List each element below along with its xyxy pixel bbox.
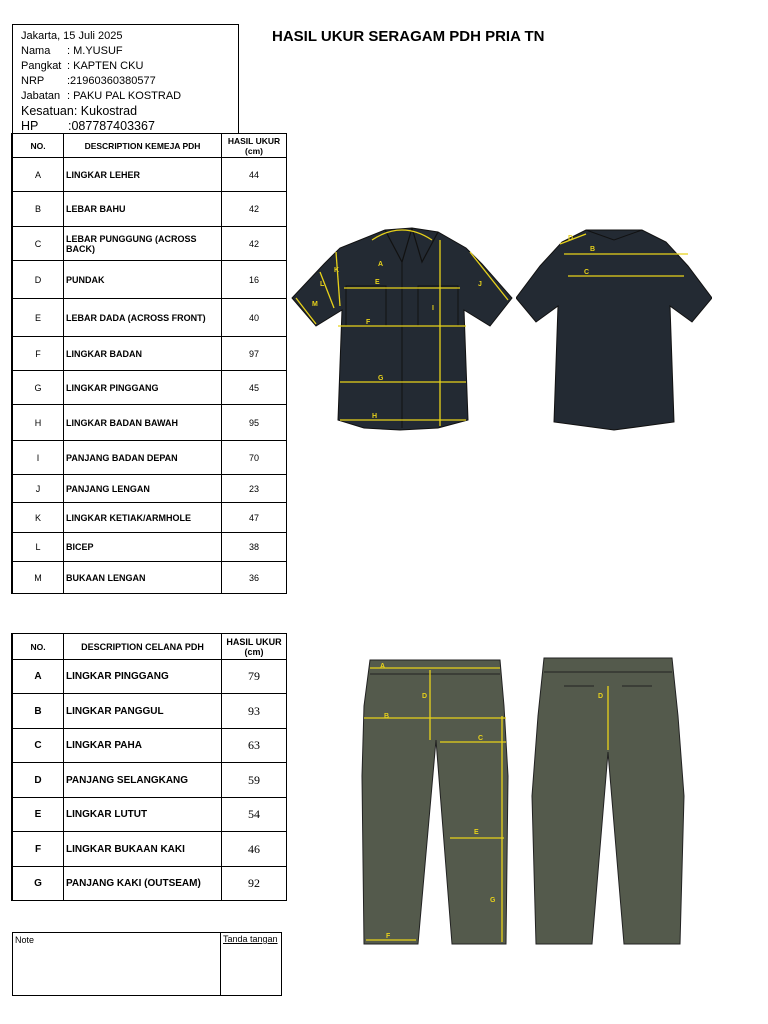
kesatuan-value: : Kukostrad (73, 104, 138, 118)
row-value: 59 (222, 763, 287, 798)
row-no: B (12, 694, 64, 729)
col-desc-header: DESCRIPTION KEMEJA PDH (64, 134, 222, 158)
row-no: J (12, 475, 64, 503)
shirt-back-illustration (516, 226, 712, 434)
col-val-header-line1: HASIL UKUR (226, 636, 282, 647)
nama-label: Nama (21, 45, 51, 57)
row-desc: LINGKAR PAHA (64, 729, 222, 763)
row-desc: LINGKAR PINGGANG (64, 660, 222, 694)
row-value: 54 (222, 798, 287, 832)
row-value: 95 (222, 405, 287, 441)
hp-label: HP (21, 119, 39, 133)
table-row (12, 533, 287, 562)
row-no: K (12, 503, 64, 533)
table-row (12, 475, 287, 503)
table-row (12, 441, 287, 475)
row-desc: LEBAR BAHU (64, 192, 222, 227)
row-no: C (12, 227, 64, 261)
col-no-header: NO. (12, 634, 64, 660)
table-row (12, 299, 287, 337)
col-desc-header: DESCRIPTION CELANA PDH (64, 634, 222, 660)
row-desc: PANJANG SELANGKANG (64, 763, 222, 798)
row-no: A (12, 660, 64, 694)
pangkat-value: : KAPTEN CKU (67, 60, 144, 72)
col-val-header-line2: (cm) (245, 145, 263, 156)
table-header-row (12, 134, 287, 158)
measure-label-k: K (334, 267, 340, 274)
pants-measurement-table (11, 633, 287, 901)
row-no: D (12, 763, 64, 798)
measure-label-j: J (478, 281, 482, 288)
row-desc: BICEP (64, 533, 222, 562)
row-no: G (12, 371, 64, 405)
measure-label-l: L (320, 281, 325, 288)
col-val-header (222, 134, 287, 158)
table-row (12, 337, 287, 371)
measure-label-f: F (386, 933, 391, 940)
table-row (12, 867, 287, 901)
measure-label-a: A (380, 663, 386, 670)
note-box (12, 932, 282, 996)
table-row (12, 371, 287, 405)
row-value: 45 (222, 371, 287, 405)
kesatuan-row (21, 104, 238, 119)
row-no: C (12, 729, 64, 763)
jabatan-value: : PAKU PAL KOSTRAD (67, 90, 182, 102)
nrp-label: NRP (21, 75, 45, 87)
page-title: HASIL UKUR SERAGAM PDH PRIA TN (272, 28, 545, 45)
row-no: I (12, 441, 64, 475)
table-row (12, 798, 287, 832)
nrp-row (21, 74, 238, 89)
nrp-value: :21960360380577 (67, 75, 156, 87)
row-desc: LINGKAR BADAN BAWAH (64, 405, 222, 441)
table-header-row (12, 634, 287, 660)
jabatan-row (21, 89, 238, 104)
shirt-front-illustration (290, 222, 516, 434)
row-value: 38 (222, 533, 287, 562)
pangkat-label: Pangkat (21, 60, 62, 72)
pants-back-measure-labels (598, 693, 603, 700)
row-value: 16 (222, 261, 287, 299)
signature-label: Tanda tangan (223, 934, 278, 944)
row-desc: PANJANG LENGAN (64, 475, 222, 503)
row-desc: LINGKAR LEHER (64, 158, 222, 192)
row-no: F (12, 832, 64, 867)
row-desc: PUNDAK (64, 261, 222, 299)
table-row (12, 158, 287, 192)
row-no: B (12, 192, 64, 227)
row-no: D (12, 261, 64, 299)
hp-value: :087787403367 (68, 119, 155, 133)
table-row (12, 192, 287, 227)
row-no: L (12, 533, 64, 562)
table-row (12, 729, 287, 763)
row-desc: LINGKAR BUKAAN KAKI (64, 832, 222, 867)
measure-label-b: B (384, 713, 390, 720)
row-desc: LINGKAR BADAN (64, 337, 222, 371)
col-val-header-line2: (cm) (244, 646, 264, 657)
row-no: M (12, 562, 64, 594)
shirt-back-body (516, 230, 712, 430)
measure-label-i: I (432, 305, 434, 312)
row-value: 44 (222, 158, 287, 192)
measure-label-e: E (375, 279, 380, 286)
row-value: 92 (222, 867, 287, 901)
row-value: 70 (222, 441, 287, 475)
row-desc: BUKAAN LENGAN (64, 562, 222, 594)
row-desc: LEBAR DADA (ACROSS FRONT) (64, 299, 222, 337)
col-val-header (222, 634, 287, 660)
row-desc: PANJANG KAKI (OUTSEAM) (64, 867, 222, 901)
row-value: 42 (222, 192, 287, 227)
pants-front-illustration (358, 656, 514, 948)
row-value: 23 (222, 475, 287, 503)
pants-front-body (362, 660, 508, 944)
shirt-measurement-table (11, 133, 287, 594)
measure-label-c: C (478, 735, 484, 742)
row-value: 79 (222, 660, 287, 694)
measure-label-m: M (312, 301, 318, 308)
note-label: Note (15, 935, 35, 945)
table-row (12, 503, 287, 533)
measure-label-b: B (590, 246, 596, 253)
row-no: G (12, 867, 64, 901)
row-value: 93 (222, 694, 287, 729)
nama-row (21, 44, 238, 59)
measure-label-d: D (568, 235, 574, 242)
measure-label-d: D (422, 693, 428, 700)
col-no-header: NO. (12, 134, 64, 158)
measure-label-a: A (378, 261, 384, 268)
measure-label-d: D (598, 693, 604, 700)
row-desc: LINGKAR PINGGANG (64, 371, 222, 405)
measure-label-h: H (372, 413, 378, 420)
pants-back-illustration (528, 656, 688, 948)
table-row (12, 405, 287, 441)
table-row (12, 660, 287, 694)
personal-info-box (12, 24, 239, 134)
note-divider (220, 933, 221, 995)
row-value: 47 (222, 503, 287, 533)
row-no: E (12, 798, 64, 832)
place-date: Jakarta, 15 Juli 2025 (21, 30, 123, 42)
hp-row (21, 119, 238, 134)
table-row (12, 261, 287, 299)
row-no: A (12, 158, 64, 192)
row-value: 42 (222, 227, 287, 261)
row-value: 63 (222, 729, 287, 763)
table-row (12, 694, 287, 729)
kesatuan-label: Kesatuan (21, 104, 74, 118)
measure-label-c: C (584, 269, 590, 276)
row-desc: PANJANG BADAN DEPAN (64, 441, 222, 475)
row-desc: LINGKAR KETIAK/ARMHOLE (64, 503, 222, 533)
row-no: F (12, 337, 64, 371)
nama-value: : M.YUSUF (67, 45, 123, 57)
measure-label-g: G (378, 375, 384, 382)
row-value: 40 (222, 299, 287, 337)
table-row (12, 832, 287, 867)
row-desc: LEBAR PUNGGUNG (ACROSS BACK) (64, 227, 222, 261)
table-row (12, 562, 287, 594)
measure-label-e: E (474, 829, 479, 836)
table-row (12, 763, 287, 798)
pangkat-row (21, 59, 238, 74)
table-row (12, 227, 287, 261)
measure-label-f: F (366, 319, 371, 326)
row-value: 97 (222, 337, 287, 371)
row-value: 46 (222, 832, 287, 867)
jabatan-label: Jabatan (21, 90, 61, 102)
row-value: 36 (222, 562, 287, 594)
row-desc: LINGKAR PANGGUL (64, 694, 222, 729)
measure-label-g: G (490, 897, 496, 904)
row-no: E (12, 299, 64, 337)
row-desc: LINGKAR LUTUT (64, 798, 222, 832)
row-no: H (12, 405, 64, 441)
col-val-header-line1: HASIL UKUR (227, 135, 281, 146)
